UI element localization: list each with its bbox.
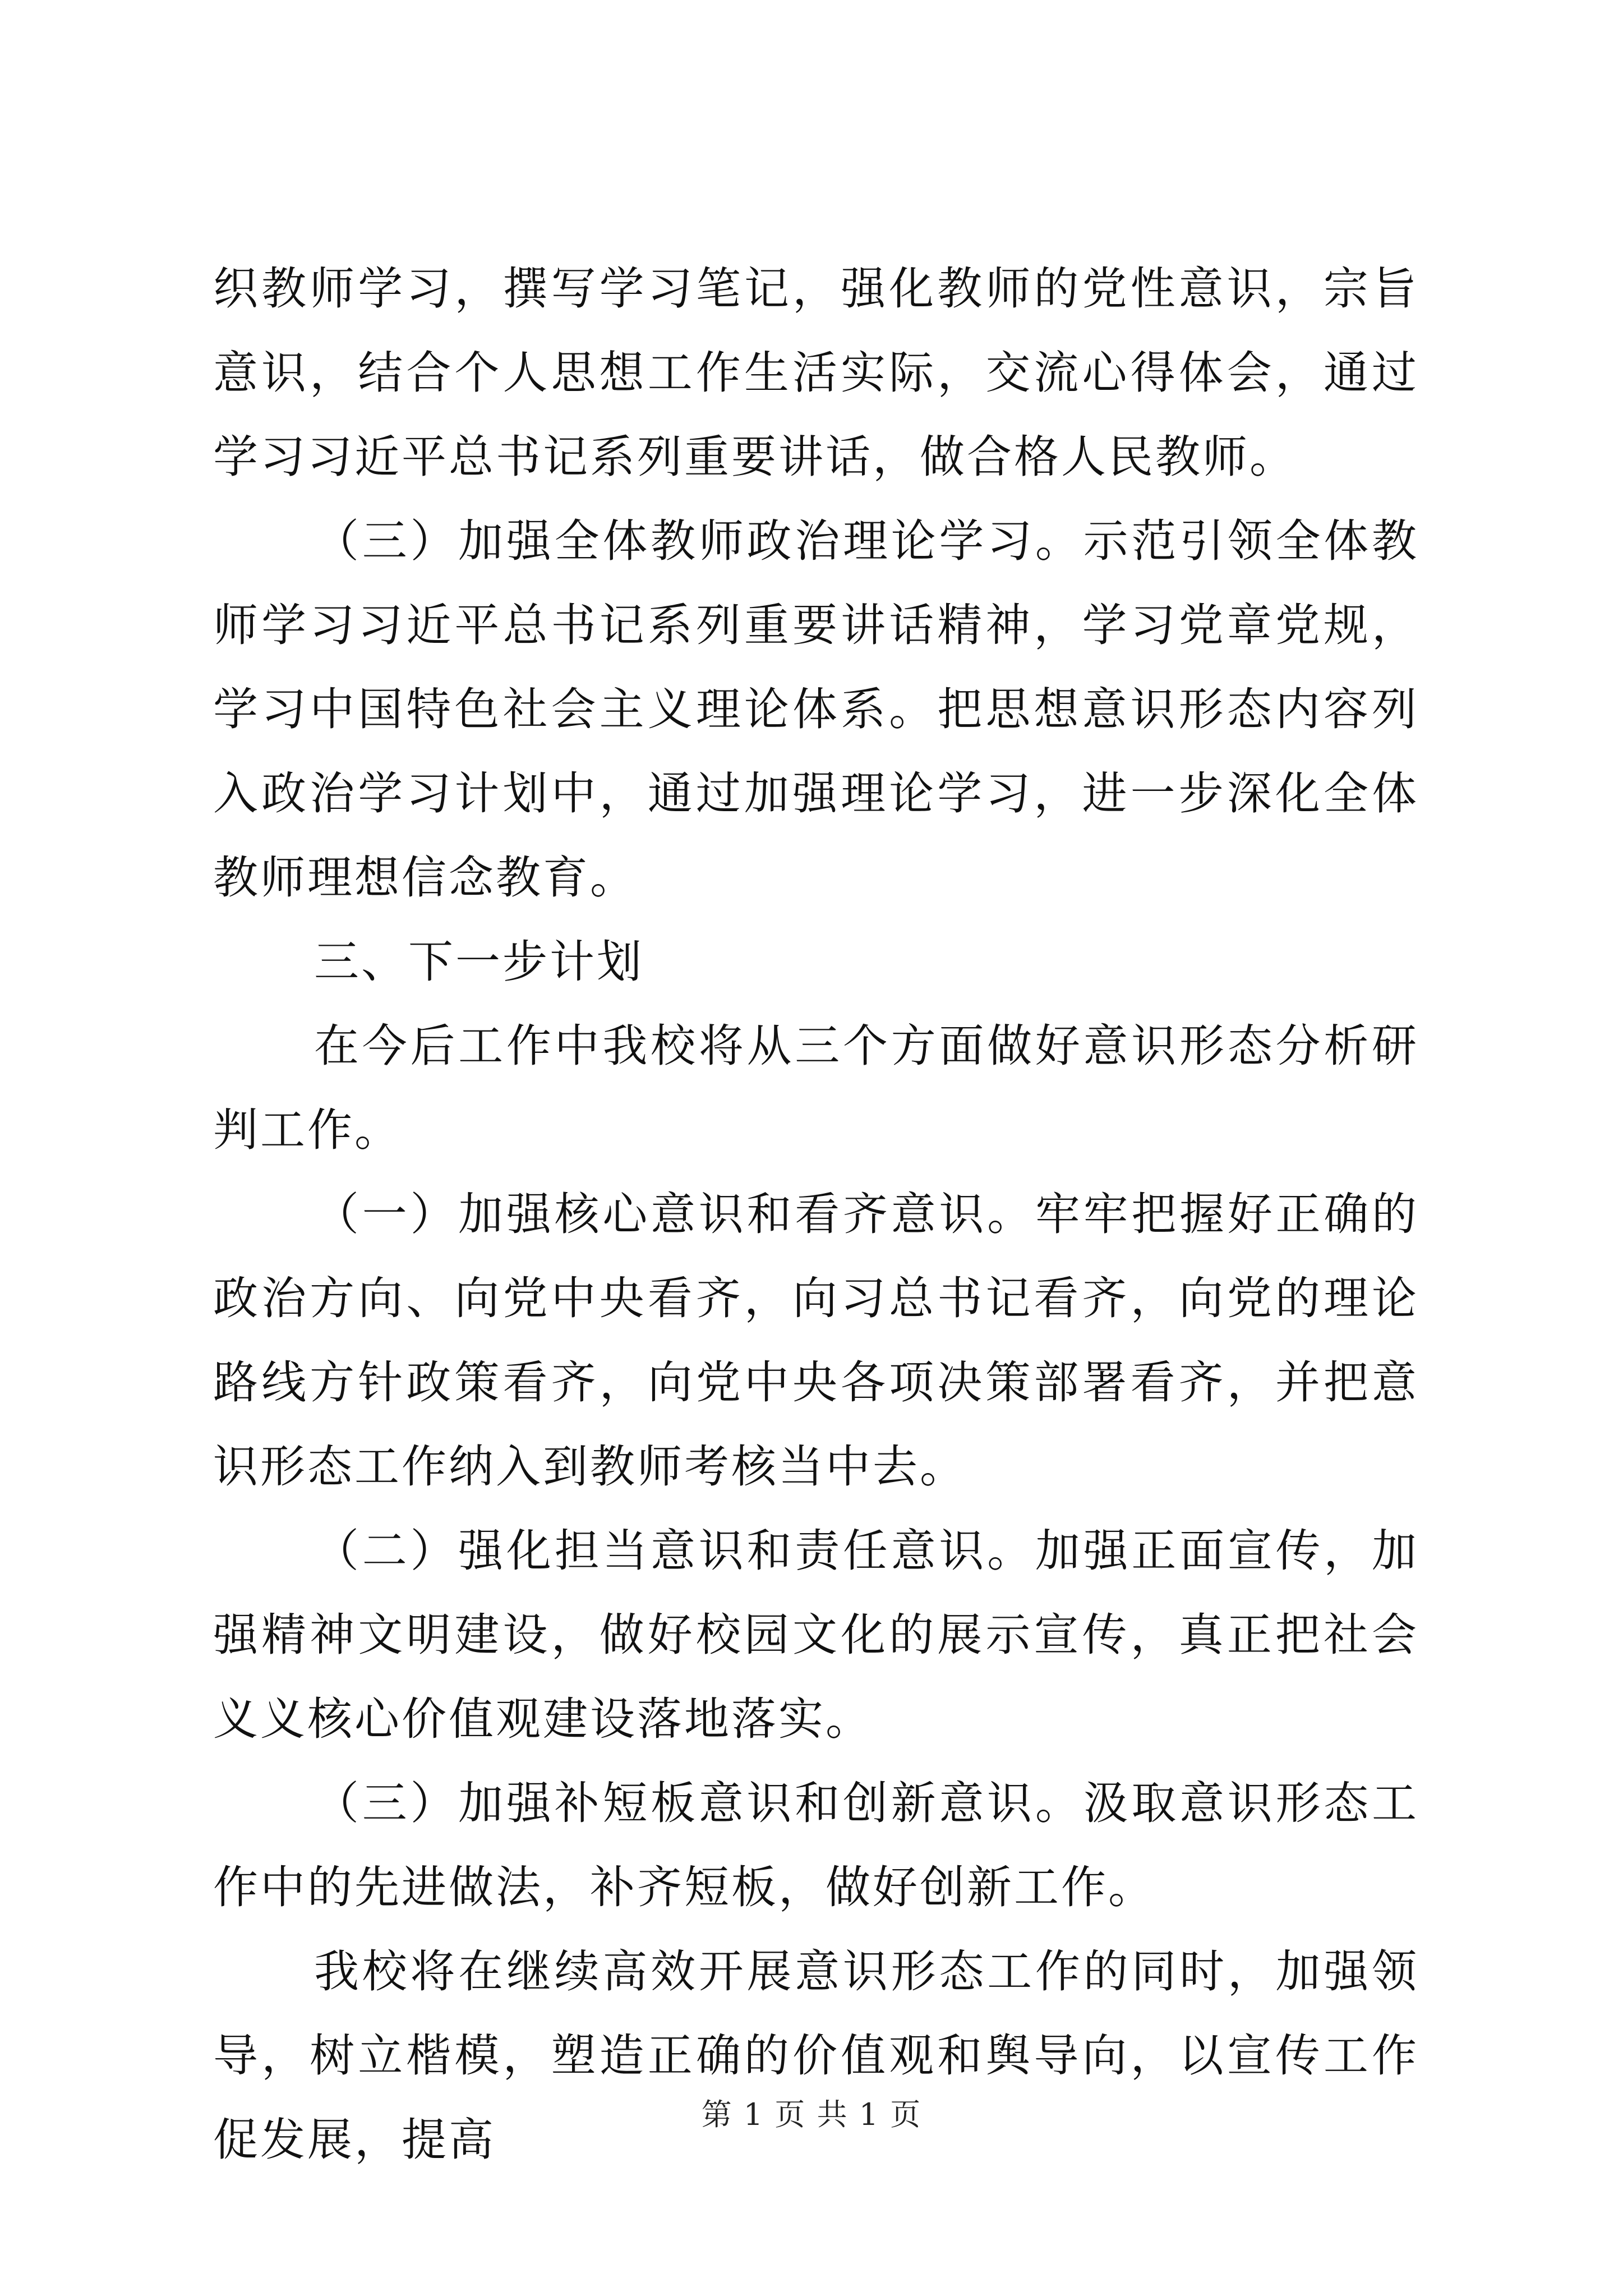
paragraph-responsibility-awareness: （二）强化担当意识和责任意识。加强正面宣传，加强精神文明建设，做好校园文化的展示宣传，真正把社会义义核心价值观建设落地落实。 <box>213 1525 1419 1745</box>
document-body <box>213 247 1419 2182</box>
paragraph-core-awareness: （一）加强核心意识和看齐意识。牢牢把握好正确的政治方向、向党中央看齐，向习总书记看齐，向党的理论路线方针政策看齐，向党中央各项决策部署看齐，并把意识形态工作纳入到教师考核当中去。 <box>213 1188 1419 1493</box>
section-heading-next-steps: 三、下一步计划 <box>314 936 644 988</box>
paragraph-innovation-awareness: （三）加强补短板意识和创新意识。汲取意识形态工作中的先进做法，补齐短板，做好创新工作。 <box>213 1777 1419 1913</box>
paragraph-political-theory-study: （三）加强全体教师政治理论学习。示范引领全体教师学习习近平总书记系列重要讲话精神，学习党章党规，学习中国特色社会主义理论体系。把思想意识形态内容列入政治学习计划中，通过加强理论学习，进一步深化全体教师理想信念教育。 <box>213 515 1419 904</box>
paragraph-continuation: 织教师学习，撰写学习笔记，强化教师的党性意识，宗旨意识，结合个人思想工作生活实际，交流心得体会，通过学习习近平总书记系列重要讲话，做合格人民教师。 <box>213 263 1419 483</box>
paragraph-next-steps-intro: 在今后工作中我校将从三个方面做好意识形态分析研判工作。 <box>213 1020 1419 1156</box>
page-number-footer: 第 1 页 共 1 页 <box>701 2097 922 2132</box>
paragraph-closing: 我校将在继续高效开展意识形态工作的同时，加强领导，树立楷模，塑造正确的价值观和舆导向，以宣传工作促发展，提高 <box>213 1945 1419 2166</box>
